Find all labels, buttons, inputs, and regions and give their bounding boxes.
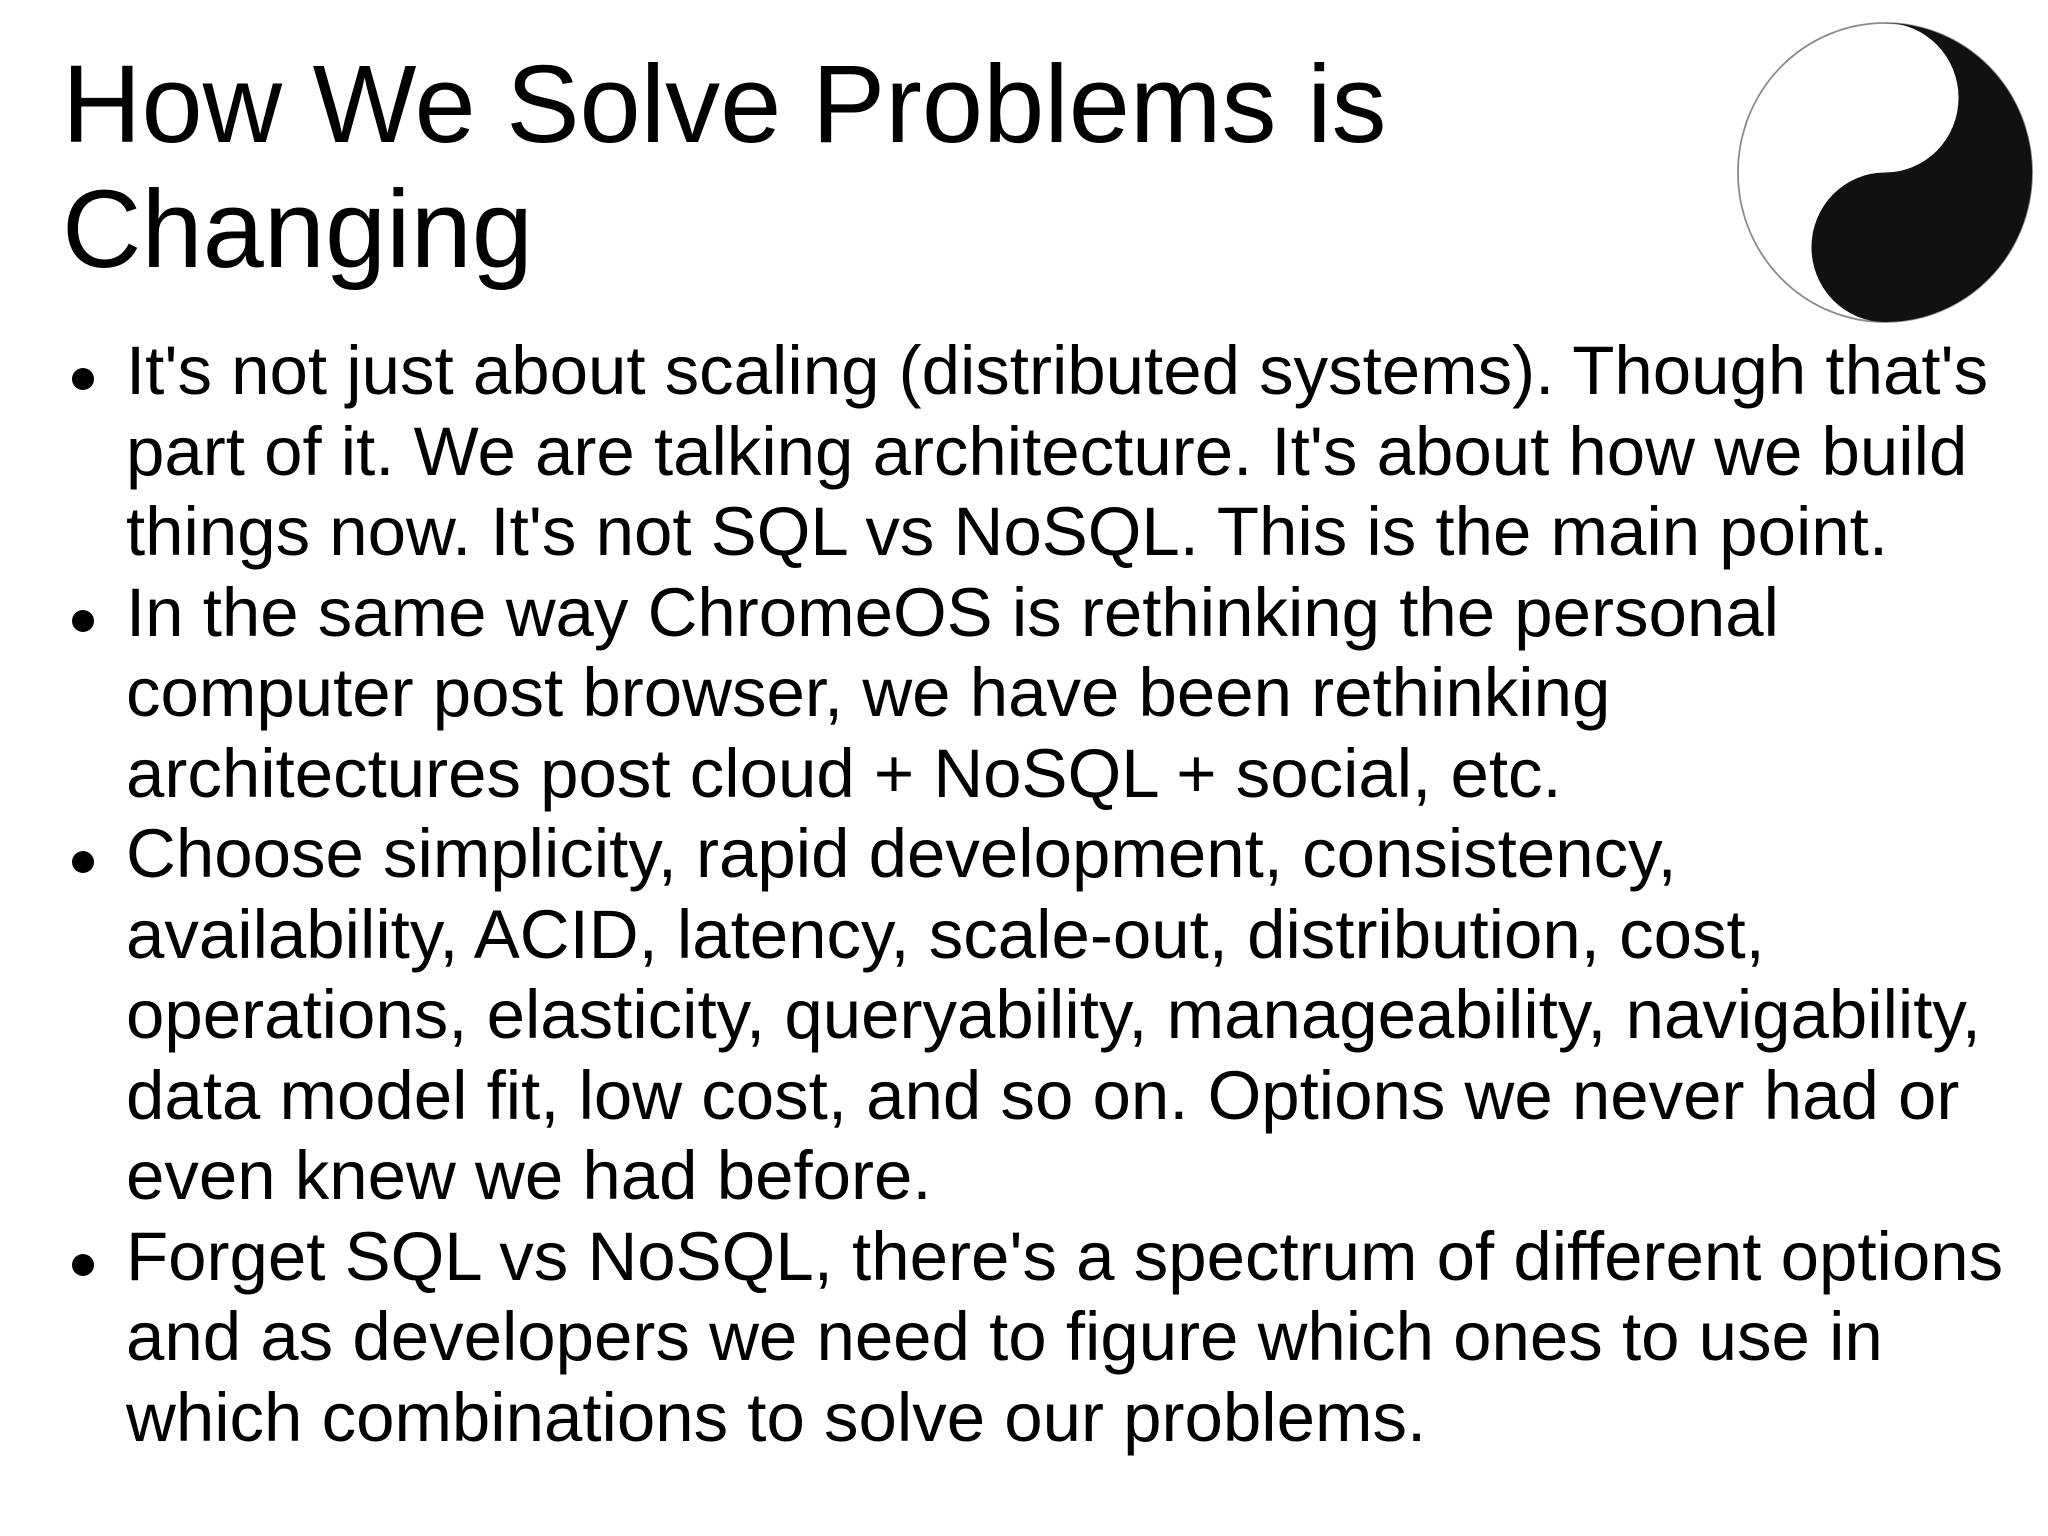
bullet-text: Forget SQL vs NoSQL, there's a spectrum of different options and as developers we need to figure which ones to use in which combinations to solve our problems. (126, 1217, 2004, 1456)
bullet-item (62, 573, 2022, 815)
bullet-item (62, 1217, 2022, 1459)
bullet-text: It's not just about scaling (distributed systems). Though that's part of it. We are talking architecture. It's about how we build things now. It's not SQL vs NoSQL. This is the main point. (126, 332, 1989, 570)
yin-yang-icon (1735, 20, 2035, 325)
bullet-dot-icon (72, 610, 94, 632)
bullet-text: In the same way ChromeOS is rethinking the personal computer post browser, we have been rethinking architectures post cloud + NoSQL + social, etc. (126, 573, 1779, 812)
bullet-text: Choose simplicity, rapid development, consistency, availability, ACID, latency, scale-out, distribution, cost, operations, elasticity, queryability, manageability, navigability, data model fit, low cost, and so on. Options we never had or even knew we had before. (126, 815, 1981, 1214)
bullet-item (62, 814, 2022, 1217)
bullet-list (62, 331, 2022, 1458)
bullet-dot-icon (72, 851, 94, 873)
slide-title: How We Solve Problems is Changing (62, 43, 1387, 291)
bullet-item (62, 331, 2022, 573)
bullet-dot-icon (72, 368, 94, 390)
bullet-dot-icon (72, 1254, 94, 1276)
